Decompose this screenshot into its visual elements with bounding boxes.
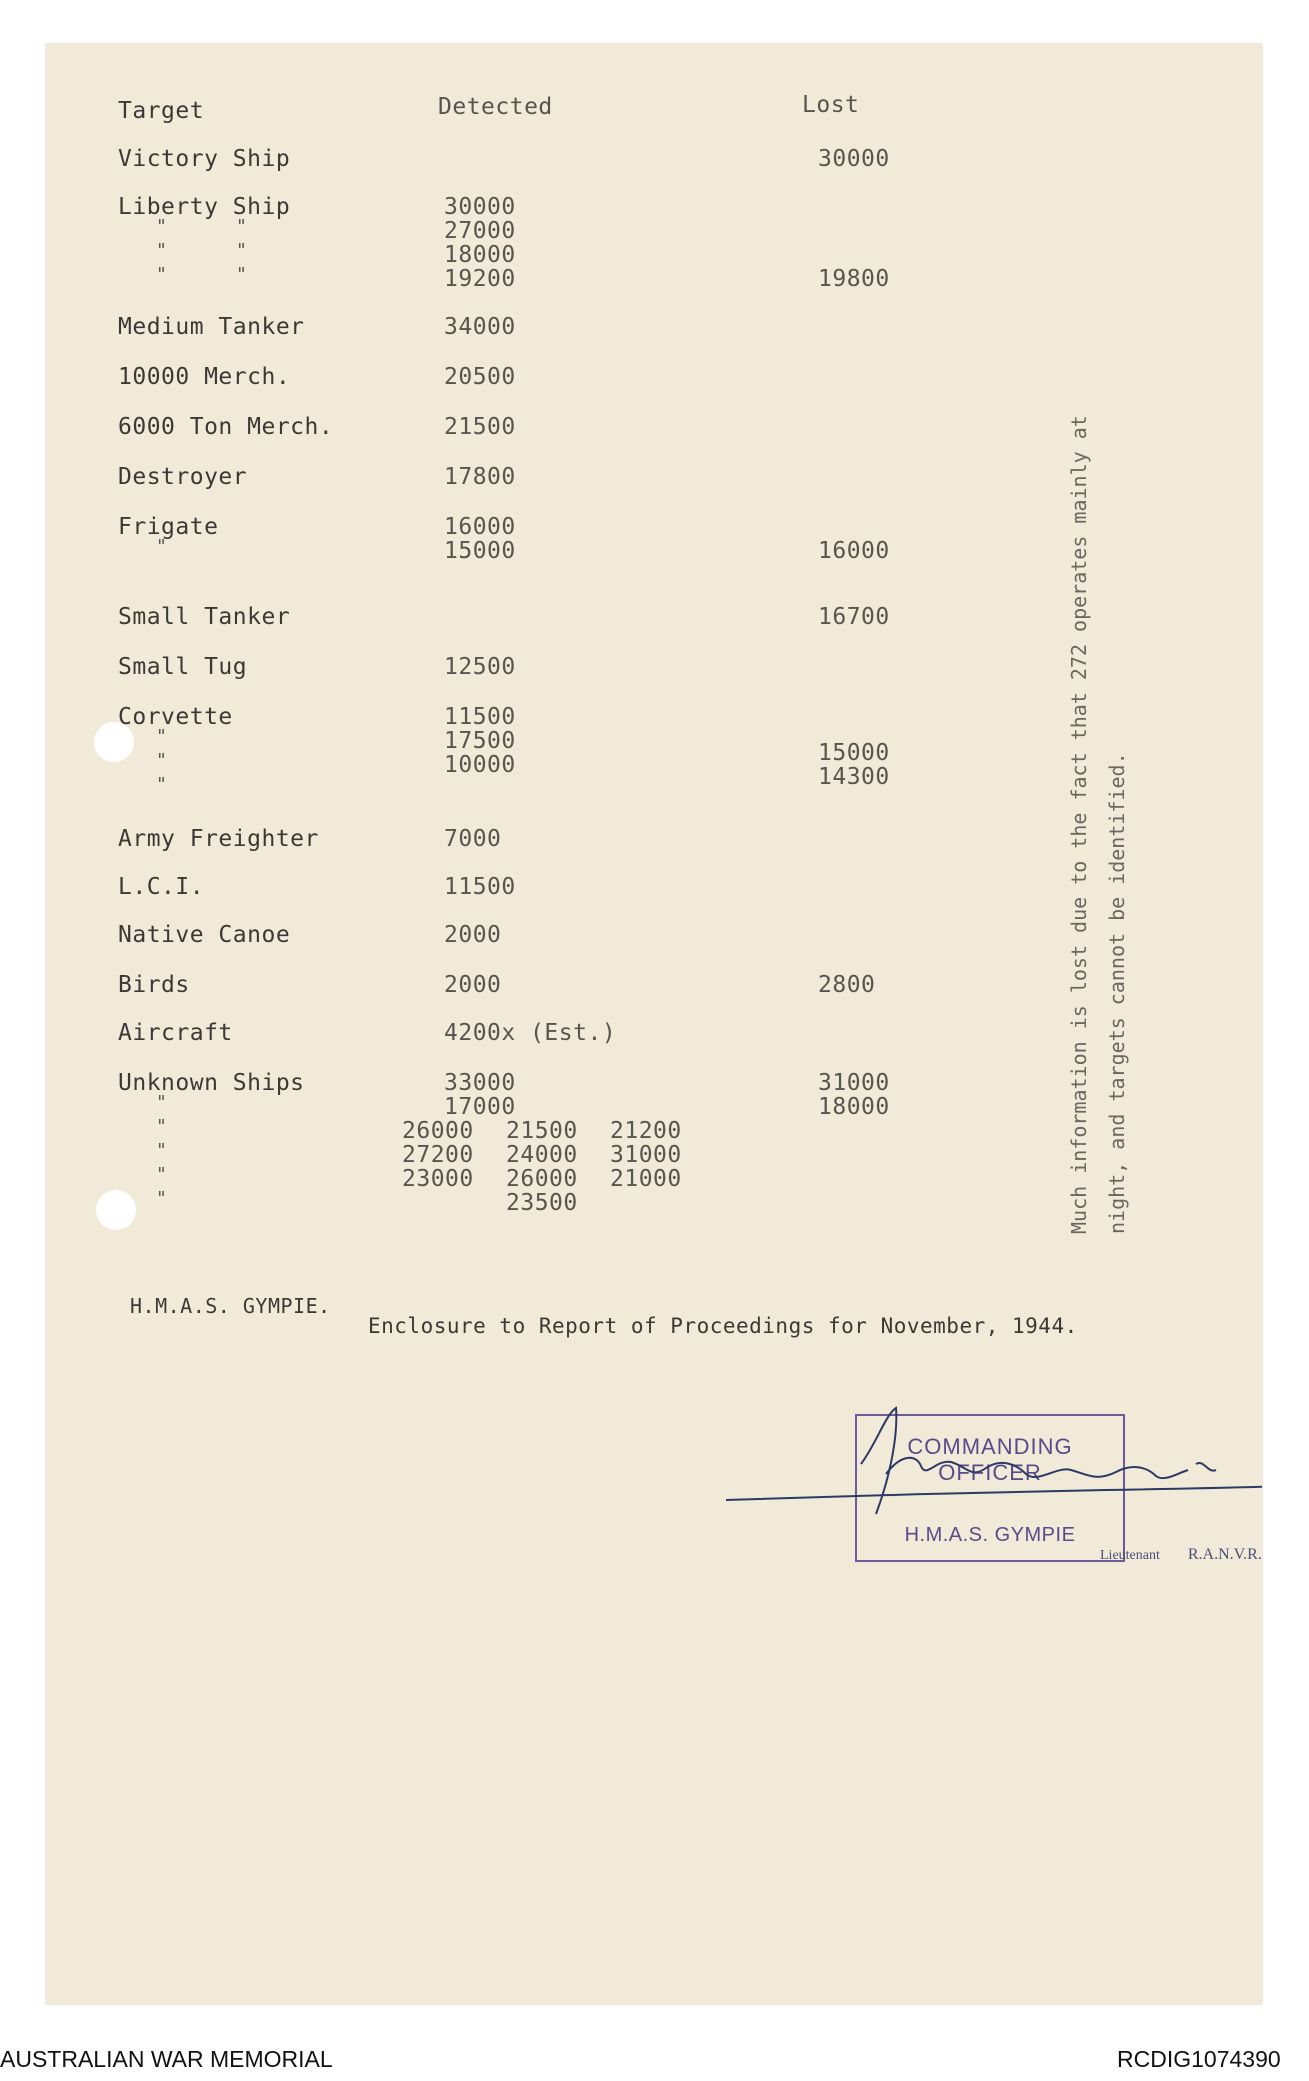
lost-value: 16000	[818, 538, 890, 564]
detected-value: 26000	[402, 1118, 474, 1144]
ditto-mark: "	[156, 1116, 168, 1137]
detected-value: 21000	[610, 1166, 682, 1192]
detected-value: 23500	[506, 1190, 578, 1216]
archive-institution: AUSTRALIAN WAR MEMORIAL	[0, 2046, 333, 2072]
target-label: 10000 Merch.	[118, 364, 291, 390]
target-label: Corvette	[118, 704, 233, 730]
ditto-mark: "	[156, 240, 168, 261]
detected-value: 30000	[444, 194, 516, 220]
ditto-mark: "	[156, 536, 168, 557]
detected-value: 12500	[444, 654, 516, 680]
target-label: Birds	[118, 972, 190, 998]
target-label: Medium Tanker	[118, 314, 305, 340]
stamp-line-1: COMMANDING OFFICER	[907, 1434, 1073, 1485]
target-label: Small Tug	[118, 654, 248, 680]
header-target: Target	[118, 98, 205, 124]
detected-value: 34000	[444, 314, 516, 340]
lost-value: 18000	[818, 1094, 890, 1120]
lost-value: 19800	[818, 266, 890, 292]
rank-small: Lieutenant	[1100, 1548, 1160, 1563]
side-note-line-1: Much information is lost due to the fact that 272 operates mainly at	[1067, 415, 1091, 1234]
lost-value: 16700	[818, 604, 890, 630]
ditto-mark: "	[236, 240, 248, 261]
lost-value: 14300	[818, 764, 890, 790]
ditto-mark: "	[236, 264, 248, 285]
ditto-mark: "	[156, 1188, 168, 1209]
detected-value: 17800	[444, 464, 516, 490]
detected-value: 27000	[444, 218, 516, 244]
document-page	[46, 44, 1262, 2004]
rank-text	[1100, 1546, 1262, 1564]
detected-value: 18000	[444, 242, 516, 268]
target-label: Native Canoe	[118, 922, 291, 948]
signature-image	[726, 1404, 1262, 1524]
target-label: Destroyer	[118, 464, 248, 490]
lost-value: 31000	[818, 1070, 890, 1096]
header-lost: Lost	[802, 92, 860, 118]
target-label: Unknown Ships	[118, 1070, 305, 1096]
side-note	[1060, 415, 1136, 1234]
detected-value: 31000	[610, 1142, 682, 1168]
enclosure-text: Enclosure to Report of Proceedings for November, 1944.	[368, 1314, 1078, 1338]
detected-value: 16000	[444, 514, 516, 540]
stamp-line-2: H.M.A.S. GYMPIE	[904, 1524, 1076, 1546]
detected-value: 24000	[506, 1142, 578, 1168]
detected-value: 11500	[444, 874, 516, 900]
target-label: 6000 Ton Merch.	[118, 414, 334, 440]
ship-name: H.M.A.S. GYMPIE.	[130, 1294, 331, 1318]
ditto-mark: "	[156, 1092, 168, 1113]
detected-value: 10000	[444, 752, 516, 778]
detected-value: 11500	[444, 704, 516, 730]
ditto-mark: "	[156, 726, 168, 747]
ditto-mark: "	[156, 1164, 168, 1185]
detected-value: 17500	[444, 728, 516, 754]
detected-value: 17000	[444, 1094, 516, 1120]
detected-value: 15000	[444, 538, 516, 564]
target-label: Army Freighter	[118, 826, 319, 852]
rank-service: R.A.N.V.R.	[1187, 1546, 1262, 1563]
detected-value: 21200	[610, 1118, 682, 1144]
detected-value: 2000	[444, 922, 502, 948]
lost-value: 2800	[818, 972, 876, 998]
ditto-mark: "	[156, 216, 168, 237]
header-detected: Detected	[438, 94, 553, 120]
target-label: Frigate	[118, 514, 219, 540]
detected-value: 23000	[402, 1166, 474, 1192]
detected-value: 7000	[444, 826, 502, 852]
detected-value: 33000	[444, 1070, 516, 1096]
detected-value: 21500	[506, 1118, 578, 1144]
target-label: Liberty Ship	[118, 194, 291, 220]
detected-value: 2000	[444, 972, 502, 998]
target-label: Aircraft	[118, 1020, 233, 1046]
lost-value: 15000	[818, 740, 890, 766]
ditto-mark: "	[156, 264, 168, 285]
ditto-mark: "	[156, 750, 168, 771]
side-note-line-2: night, and targets cannot be identified.	[1105, 752, 1129, 1234]
detected-value: 21500	[444, 414, 516, 440]
ditto-mark: "	[156, 1140, 168, 1161]
detected-value: 27200	[402, 1142, 474, 1168]
detected-value: 20500	[444, 364, 516, 390]
detected-value: 4200x (Est.)	[444, 1020, 617, 1046]
target-label: Small Tanker	[118, 604, 291, 630]
detected-value: 26000	[506, 1166, 578, 1192]
ditto-mark: "	[156, 774, 168, 795]
punch-hole	[96, 1190, 136, 1230]
lost-value: 30000	[818, 146, 890, 172]
target-label: L.C.I.	[118, 874, 205, 900]
target-label: Victory Ship	[118, 146, 291, 172]
ditto-mark: "	[236, 216, 248, 237]
detected-value: 19200	[444, 266, 516, 292]
archive-catalogue: RCDIG1074390	[1117, 2046, 1281, 2072]
